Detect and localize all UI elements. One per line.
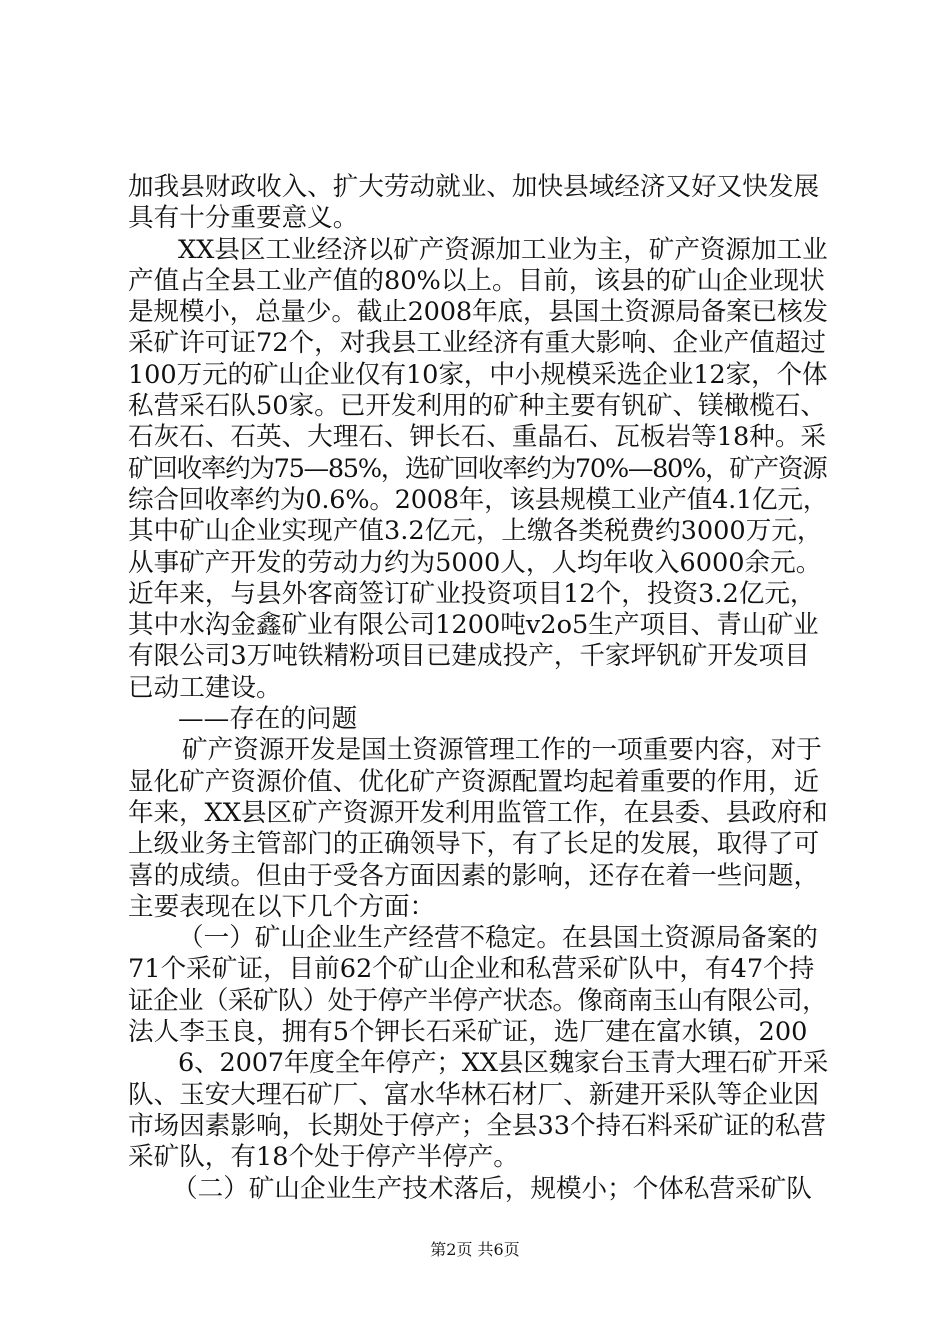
- text-line: XX县区工业经济以矿产资源加工业为主，矿产资源加工业: [178, 234, 828, 265]
- text-line: （二）矿山企业生产技术落后，规模小；个体私营采矿队: [172, 1173, 812, 1204]
- text-line: 已动工建设。: [128, 672, 282, 703]
- text-line: 喜的成绩。但由于受各方面因素的影响，还存在着一些问题，: [128, 860, 820, 891]
- text-line: 其中水沟金鑫矿业有限公司1200吨v2o5生产项目、青山矿业: [128, 610, 819, 641]
- text-line: 采矿队，有18个处于停产半停产。: [128, 1142, 519, 1173]
- text-line: 市场因素影响，长期处于停产；全县33个持石料采矿证的私营: [128, 1110, 827, 1141]
- text-line: 产值占全县工业产值的80%以上。目前，该县的矿山企业现状: [128, 265, 825, 296]
- text-line: 显化矿产资源价值、优化矿产资源配置均起着重要的作用，近: [128, 766, 820, 797]
- text-line: 证企业（采矿队）处于停产半停产状态。像商南玉山有限公司，: [128, 985, 827, 1016]
- text-line: 上级业务主管部门的正确领导下，有了长足的发展，取得了可: [128, 829, 820, 860]
- text-line: 加我县财政收入、扩大劳动就业、加快县域经济又好又快发展: [128, 172, 820, 202]
- text-line: 矿产资源开发是国土资源管理工作的一项重要内容，对于: [182, 735, 822, 766]
- text-line: 具有十分重要意义。: [128, 203, 359, 234]
- text-line: 私营采石队50家。已开发利用的矿种主要有钒矿、镁橄榄石、: [128, 391, 827, 422]
- text-line: 综合回收率约为0.6%。2008年，该县规模工业产值4.1亿元，: [128, 484, 829, 515]
- text-line: 矿回收率约为75—85%，选矿回收率约为70%—80%，矿产资源: [128, 453, 827, 484]
- text-line: 石灰石、石英、大理石、钾长石、重晶石、瓦板岩等18种。采: [128, 422, 827, 453]
- text-line: 采矿许可证72个，对我县工业经济有重大影响、企业产值超过: [128, 328, 827, 359]
- text-line: 71个采矿证，目前62个矿山企业和私营采矿队中，有47个持: [128, 954, 815, 985]
- text-line: 年来，XX县区矿产资源开发利用监管工作，在县委、县政府和: [128, 797, 828, 828]
- text-line: 主要表现在以下几个方面：: [128, 891, 436, 922]
- text-line: 其中矿山企业实现产值3.2亿元，上缴各类税费约3000万元，: [128, 516, 823, 547]
- text-line: （一）矿山企业生产经营不稳定。在县国土资源局备案的: [178, 923, 818, 954]
- text-line: 6、2007年度全年停产；XX县区魏家台玉青大理石矿开采: [178, 1048, 829, 1079]
- text-line: ——存在的问题: [178, 704, 358, 735]
- text-line: 是规模小，总量少。截止2008年底，县国土资源局备案已核发: [128, 297, 828, 328]
- text-line: 近年来，与县外客商签订矿业投资项目12个，投资3.2亿元，: [128, 578, 816, 609]
- text-line: 队、玉安大理石矿厂、富水华林石材厂、新建开采队等企业因: [128, 1079, 820, 1110]
- text-line: 从事矿产开发的劳动力约为5000人，人均年收入6000余元。: [128, 547, 822, 578]
- page-footer: 第2页 共6页: [430, 1240, 520, 1259]
- text-line: 有限公司3万吨铁精粉项目已建成投产，千家坪钒矿开发项目: [128, 641, 810, 672]
- text-line: 法人李玉良，拥有5个钾长石采矿证，选厂建在富水镇，200: [128, 1017, 808, 1048]
- text-line: 100万元的矿山企业仅有10家，中小规模采选企业12家，个体: [128, 359, 828, 390]
- body-text: [128, 172, 828, 1205]
